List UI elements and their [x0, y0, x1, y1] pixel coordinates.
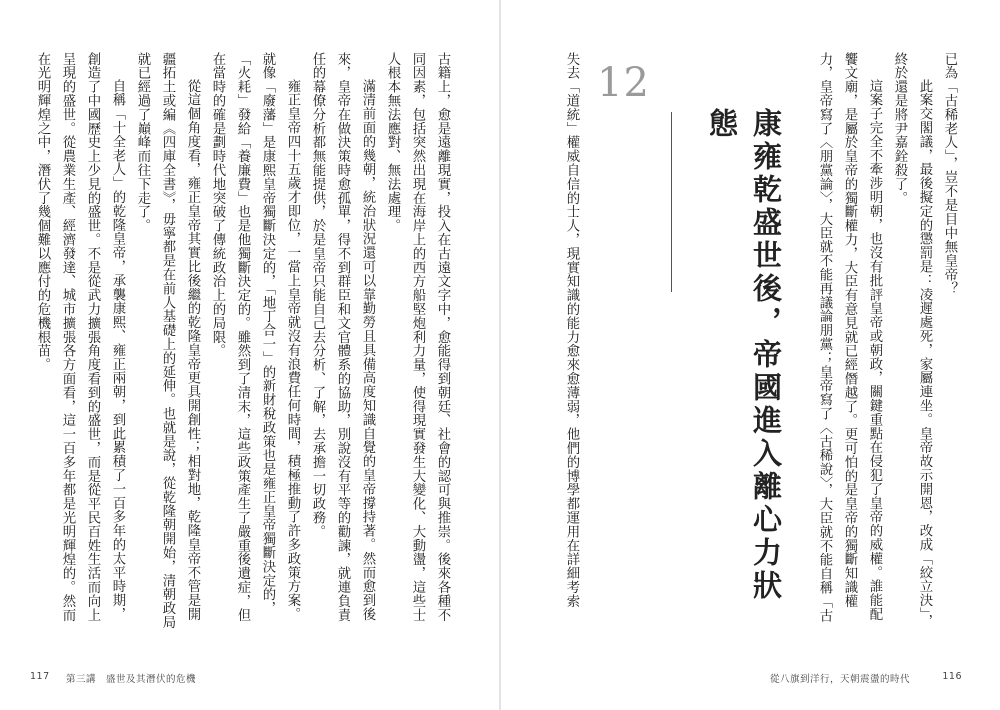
chapter-title: 康雍乾盛世後，帝國進入離心力狀態 — [705, 108, 783, 603]
chapter-rule — [671, 112, 673, 292]
left-page — [0, 0, 499, 710]
paragraph: 從這個角度看，雍正皇帝其實比後繼的乾隆皇帝更具開創性；相對地，乾隆皇帝不管是開疆拓土或編《四庫全書》，毋寧都是在前人基礎上的延伸。也就是說，從乾隆朝開始，清朝政局就已經過了巔峰而往下走了。 — [135, 52, 200, 630]
chapter-lead-text — [556, 52, 584, 630]
paragraph: 滿清前面的幾朝，統治狀況還可以靠勤勞且具備高度知識自覺的皇帝撐持著。然而愈到後來，皇帝在做決策時愈孤單，得不到群臣和文官體系的協助，別說沒有平等的勸諫，就連負責任的幕僚分析都無能提供，於是皇帝只能自己去分析、了解，去承擔一切政務。 — [310, 52, 375, 622]
running-head: 第三講 盛世及其潛伏的危機 — [66, 674, 197, 685]
paragraph: 已為「古稀老人」，豈不是目中無皇帝？ — [942, 52, 957, 296]
chapter-heading — [589, 52, 794, 630]
paragraph: 此案交閣議，最後擬定的懲罰是：凌遲處死，家屬連坐。皇帝故示開恩，改成「絞立決」，終於還是將尹嘉銓殺了。 — [892, 52, 932, 629]
page-number: 116 — [942, 671, 962, 682]
chapter-number: 12 — [597, 60, 650, 106]
paragraph: 失去「道統」權威自信的士人，現實知識的能力愈來愈薄弱，他們的博學都運用在詳細考索 — [564, 52, 579, 608]
right-page — [501, 0, 1000, 710]
paragraph: 古籍上，愈是遠離現實，投入在古遠文字中，愈能得到朝廷、社會的認可與推崇。後來各種不同因素，包括突然出現在海岸上的西方船堅炮利力量，使得現實發生大變化、大動盪，這些士人根本無法應對、無法處理。 — [385, 52, 450, 622]
paragraph: 自稱「十全老人」的乾隆皇帝，承襲康熙、雍正兩朝，到此累積了一百多年的太平時期，創造了中國歷史上少見的盛世。不是從武力擴張角度看到的盛世，而是從平民百姓生活而向上呈現的盛世。從農業生產、經濟發達、城市擴張各方面看，這一百多年都是光明輝煌的。然而在光明輝煌之中，潛伏了幾個難以應付的危機根苗。 — [35, 52, 125, 622]
paragraph: 這案子完全不牽涉明朝，也沒有批評皇帝或朝政，關鍵重點在侵犯了皇帝的威權。誰能配饗文廟，是屬於皇帝的獨斷權力，大臣有意見就已經僭越了。更可怕的是皇帝的獨斷知識權力，皇帝寫了〈朋黨論〉，大臣就不能再議論朋黨；皇帝寫了〈古稀說〉，大臣就不能自稱「古 — [817, 52, 882, 623]
left-page-text — [23, 52, 455, 630]
running-head: 從八旗到洋行，天朝震盪的時代 — [769, 674, 910, 685]
page-number: 117 — [30, 671, 50, 682]
paragraph: 雍正皇帝四十五歲才即位，一當上皇帝就沒有浪費任何時間，積極推動了許多政策方案。就像「廢藩」是康熙皇帝獨斷決定的，「地丁合一」的新財稅政策也是雍正皇帝獨斷決定的，「火耗」發給「養廉費」也是他獨斷決定的。雖然到了清末，這些政策產生了嚴重後遺症，但在當時的確是劃時代地突破了傳統政治上的局限。 — [210, 52, 300, 622]
right-page-text — [809, 52, 962, 630]
